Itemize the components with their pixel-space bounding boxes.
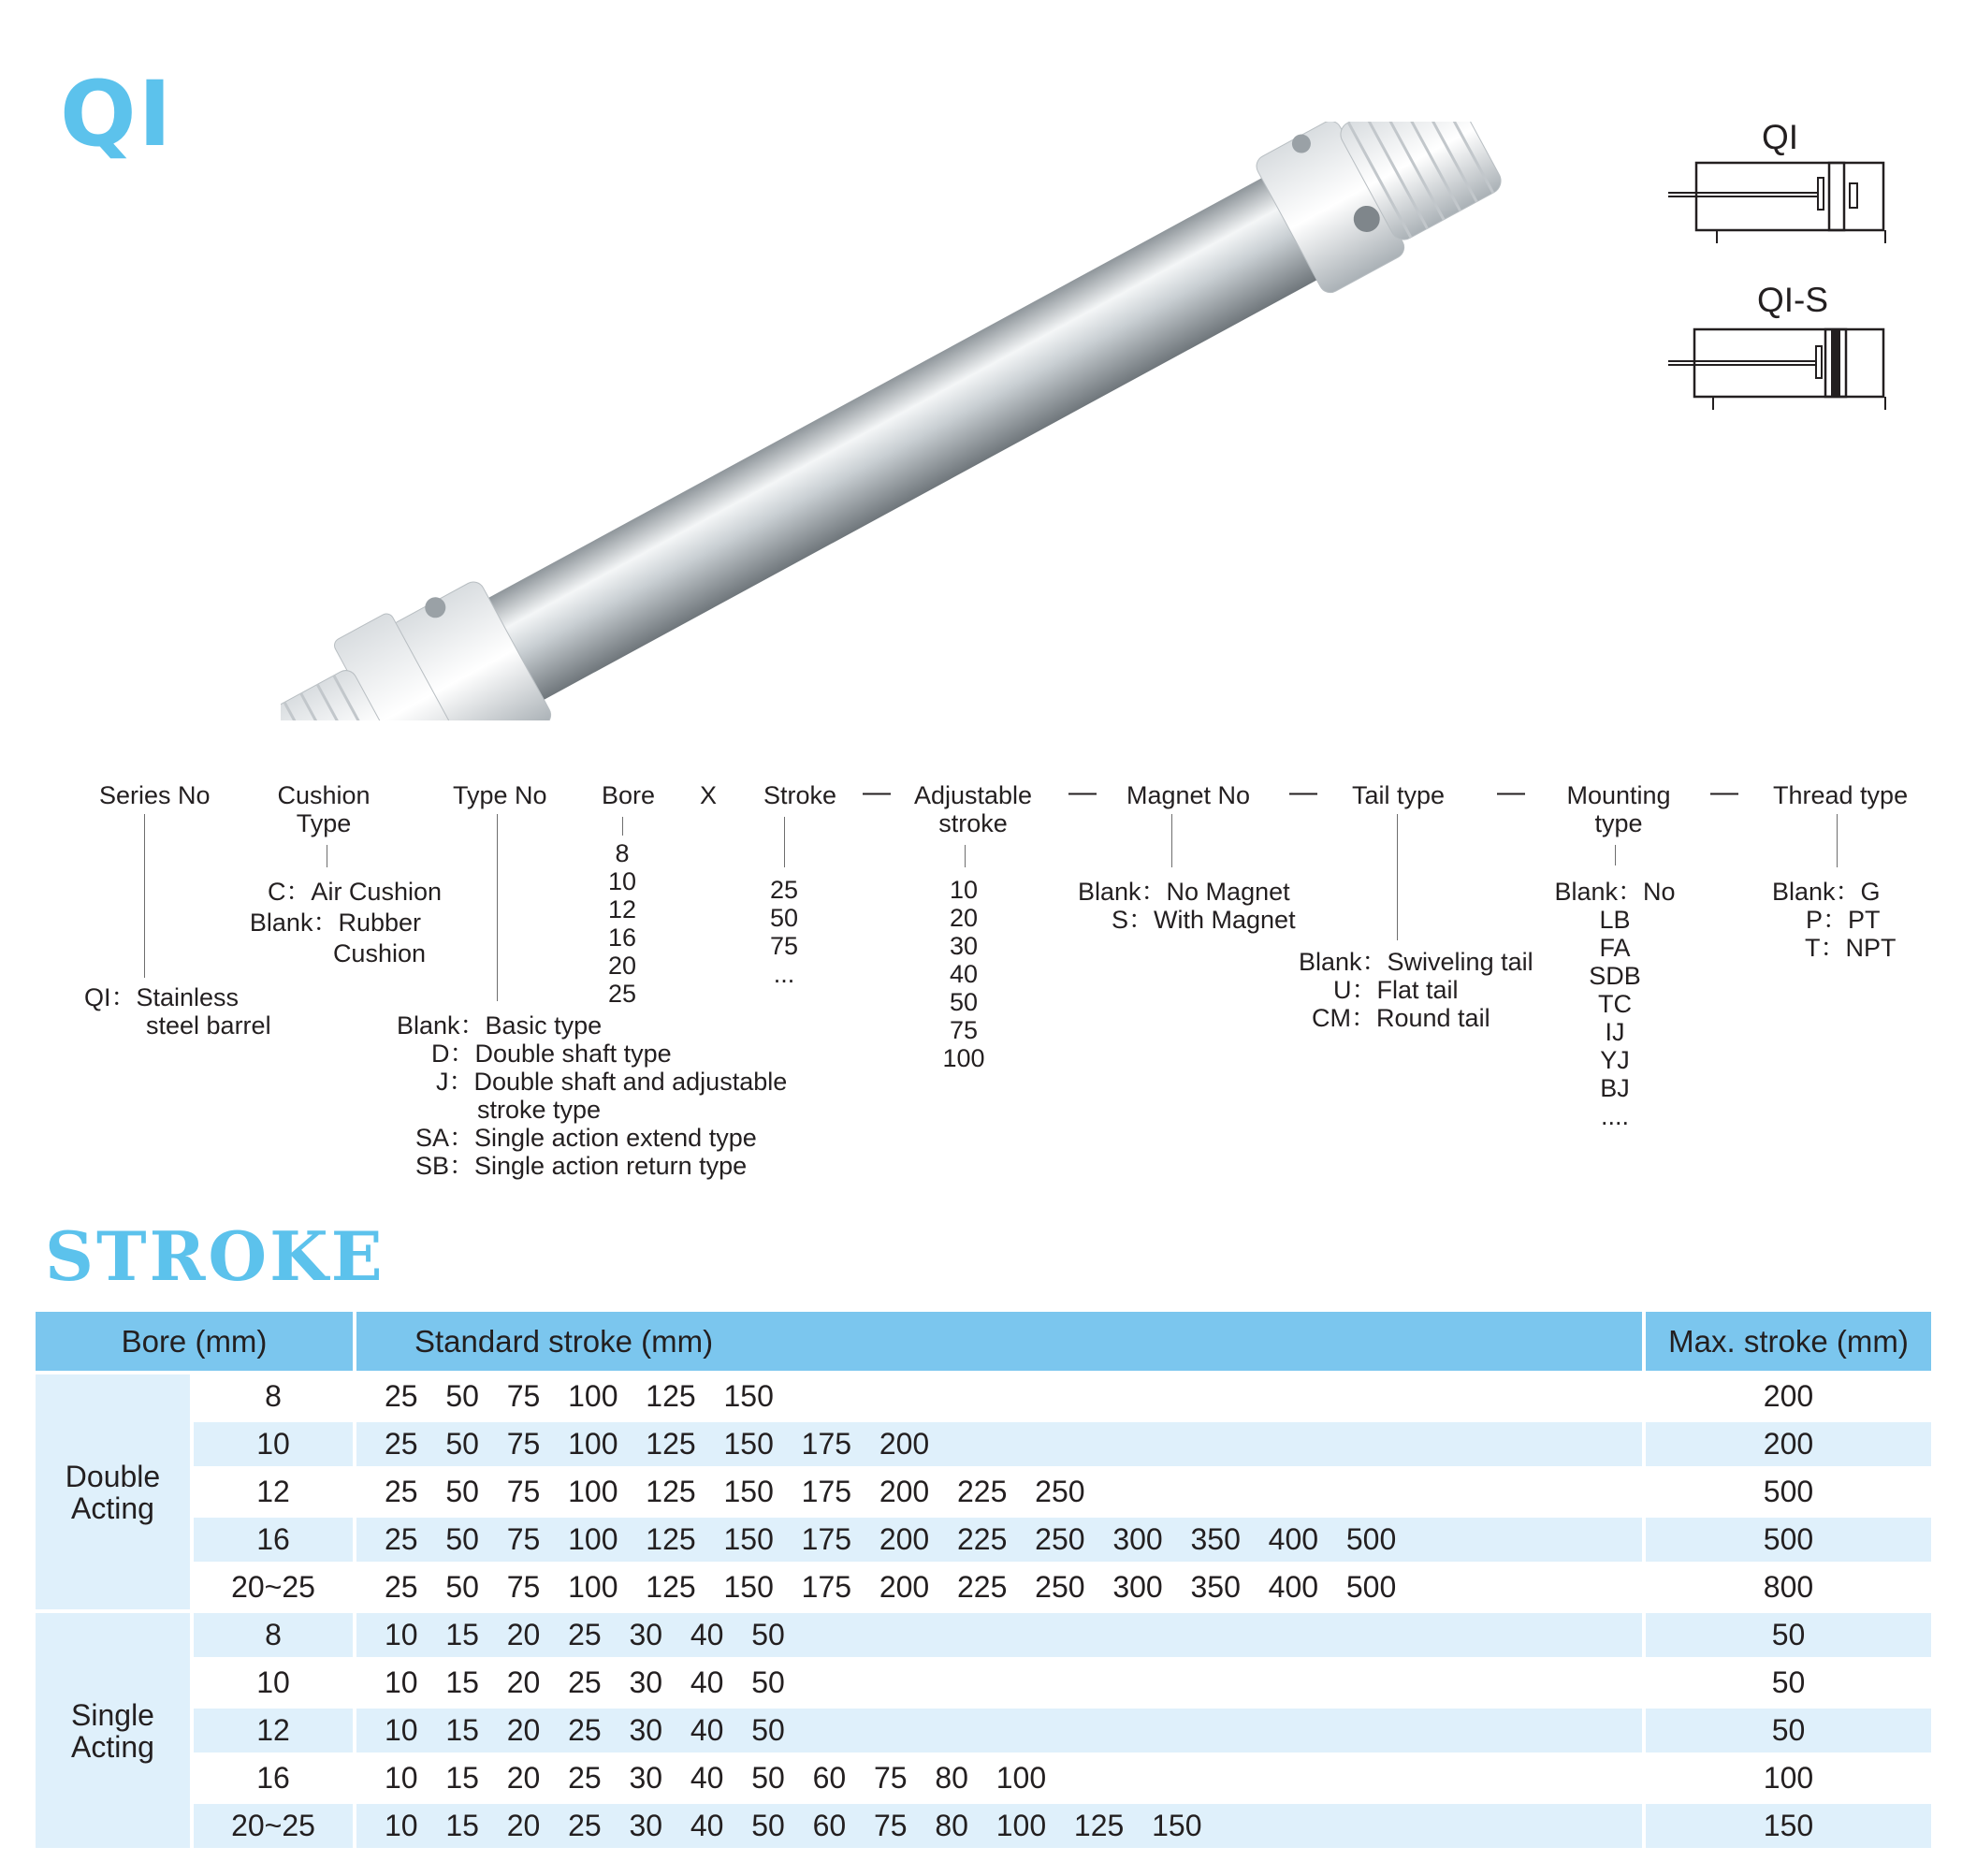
magnet-option-none: Blank：No Magnet bbox=[1078, 878, 1290, 906]
separator-dash: — bbox=[1289, 777, 1317, 807]
adjustable-value: 40 bbox=[949, 960, 979, 988]
tail-options bbox=[1299, 948, 1533, 1032]
standard-stroke-cell: 10 15 20 25 30 40 50 60 75 80 100 125 150 bbox=[356, 1804, 1642, 1848]
bore-value: 20 bbox=[607, 952, 637, 980]
mounting-value: IJ bbox=[1605, 1018, 1625, 1046]
max-stroke-cell: 150 bbox=[1646, 1804, 1931, 1848]
table-row bbox=[36, 1613, 1931, 1657]
stroke-section-title: STROKE bbox=[45, 1216, 385, 1296]
bore-values bbox=[589, 839, 655, 1008]
table-row bbox=[36, 1804, 1931, 1848]
qi-diagram-label: QI bbox=[1762, 118, 1799, 156]
bore-value: 12 bbox=[607, 895, 637, 923]
max-stroke-cell: 500 bbox=[1646, 1470, 1931, 1514]
header-x: X bbox=[700, 781, 718, 809]
connector-line bbox=[144, 814, 145, 978]
max-stroke-cell: 50 bbox=[1646, 1613, 1931, 1657]
qis-schematic-icon bbox=[1668, 326, 1893, 419]
type-option-basic: Blank：Basic type bbox=[397, 1011, 603, 1040]
connector-line bbox=[1615, 845, 1616, 865]
mounting-values bbox=[1549, 878, 1680, 1130]
adjustable-value: 10 bbox=[949, 876, 979, 904]
header-cushion-line1: Cushion bbox=[277, 781, 371, 809]
thread-options bbox=[1772, 878, 1897, 962]
thread-option-g: Blank：G bbox=[1772, 878, 1881, 906]
header-series-no: Series No bbox=[99, 781, 211, 809]
table-row bbox=[36, 1518, 1931, 1562]
magnet-options bbox=[1078, 878, 1296, 934]
max-stroke-cell: 200 bbox=[1646, 1422, 1931, 1466]
type-option-adjustable: J：Double shaft and adjustable bbox=[436, 1068, 788, 1096]
connector-line bbox=[1171, 814, 1172, 867]
table-row bbox=[36, 1661, 1931, 1705]
standard-stroke-cell: 10 15 20 25 30 40 50 bbox=[356, 1613, 1642, 1657]
group-single-acting: Single Acting bbox=[36, 1613, 190, 1848]
tail-option-flat: U：Flat tail bbox=[1333, 976, 1459, 1004]
standard-stroke-cell: 25 50 75 100 125 150 175 200 225 250 bbox=[356, 1470, 1642, 1514]
connector-line bbox=[497, 814, 498, 1001]
type-option-adjustable-line2: stroke type bbox=[477, 1096, 602, 1124]
max-stroke-cell: 200 bbox=[1646, 1374, 1931, 1418]
standard-stroke-cell: 10 15 20 25 30 40 50 bbox=[356, 1661, 1642, 1705]
header-bore: Bore bbox=[602, 781, 656, 809]
mounting-value: LB bbox=[1599, 906, 1631, 934]
header-cushion-type bbox=[258, 781, 389, 837]
thread-option-npt: T：NPT bbox=[1805, 934, 1897, 962]
thread-option-pt: P：PT bbox=[1806, 906, 1881, 934]
series-option-line2: steel barrel bbox=[146, 1011, 271, 1040]
adjustable-value: 75 bbox=[949, 1016, 979, 1044]
header-standard-stroke: Standard stroke (mm) bbox=[356, 1312, 1642, 1371]
cushion-option-rubber-line2: Cushion bbox=[332, 939, 426, 967]
table-row bbox=[36, 1756, 1931, 1800]
table-row bbox=[36, 1422, 1931, 1466]
header-type-no: Type No bbox=[453, 781, 547, 809]
cushion-option-air: C：Air Cushion bbox=[267, 878, 442, 906]
adjustable-values bbox=[926, 876, 1001, 1072]
mounting-value: YJ bbox=[1600, 1046, 1630, 1074]
connector-line bbox=[1837, 814, 1838, 867]
standard-stroke-cell: 10 15 20 25 30 40 50 bbox=[356, 1709, 1642, 1752]
bore-value: 8 bbox=[615, 839, 630, 867]
table-row bbox=[36, 1470, 1931, 1514]
type-options bbox=[397, 1011, 787, 1180]
type-option-single-extend: SA：Single action extend type bbox=[415, 1124, 757, 1152]
tail-option-round: CM：Round tail bbox=[1312, 1004, 1490, 1032]
cushion-option-rubber: Blank：Rubber bbox=[249, 909, 421, 937]
header-mounting-line2: type bbox=[1594, 809, 1643, 837]
max-stroke-cell: 50 bbox=[1646, 1661, 1931, 1705]
header-adjustable-line2: stroke bbox=[938, 809, 1008, 837]
bore-cell: 16 bbox=[194, 1518, 353, 1562]
product-title: QI bbox=[60, 62, 174, 167]
bore-cell: 20~25 bbox=[194, 1565, 353, 1609]
header-mounting-line1: Mounting bbox=[1566, 781, 1671, 809]
standard-stroke-cell: 25 50 75 100 125 150 175 200 225 250 300 350 400 500 bbox=[356, 1565, 1642, 1609]
stroke-values bbox=[751, 876, 817, 988]
mounting-value: SDB bbox=[1589, 962, 1641, 990]
stroke-value: 25 bbox=[769, 876, 799, 904]
standard-stroke-cell: 25 50 75 100 125 150 bbox=[356, 1374, 1642, 1418]
bore-cell: 10 bbox=[194, 1661, 353, 1705]
table-row bbox=[36, 1565, 1931, 1609]
bore-value: 25 bbox=[607, 980, 637, 1008]
standard-stroke-cell: 25 50 75 100 125 150 175 200 bbox=[356, 1422, 1642, 1466]
mounting-value: FA bbox=[1599, 934, 1631, 962]
qi-schematic-icon bbox=[1668, 157, 1893, 251]
connector-line bbox=[1397, 814, 1398, 940]
max-stroke-cell: 50 bbox=[1646, 1709, 1931, 1752]
bore-cell: 12 bbox=[194, 1709, 353, 1752]
group-double-acting: Double Acting bbox=[36, 1374, 190, 1609]
series-option-line1: QI：Stainless bbox=[84, 983, 240, 1011]
header-stroke: Stroke bbox=[763, 781, 837, 809]
header-adjustable-stroke bbox=[903, 781, 1043, 837]
bore-value: 16 bbox=[607, 923, 637, 952]
mounting-value: TC bbox=[1598, 990, 1632, 1018]
table-row bbox=[36, 1374, 1931, 1418]
header-cushion-line2: Type bbox=[296, 809, 352, 837]
bore-cell: 10 bbox=[194, 1422, 353, 1466]
adjustable-value: 50 bbox=[949, 988, 979, 1016]
qis-diagram-label: QI-S bbox=[1757, 281, 1829, 319]
separator-dash: — bbox=[1068, 777, 1097, 807]
bore-cell: 16 bbox=[194, 1756, 353, 1800]
header-adjustable-line1: Adjustable bbox=[913, 781, 1033, 809]
header-bore-mm: Bore (mm) bbox=[36, 1312, 353, 1371]
max-stroke-cell: 100 bbox=[1646, 1756, 1931, 1800]
header-tail-type: Tail type bbox=[1352, 781, 1446, 809]
series-option bbox=[84, 983, 271, 1040]
connector-line bbox=[784, 817, 785, 867]
max-stroke-cell: 800 bbox=[1646, 1565, 1931, 1609]
table-row bbox=[36, 1709, 1931, 1752]
mounting-value: BJ bbox=[1600, 1074, 1630, 1102]
cushion-options bbox=[234, 877, 440, 969]
connector-line bbox=[965, 845, 966, 867]
type-option-single-return: SB：Single action return type bbox=[415, 1152, 748, 1180]
type-option-double-shaft: D：Double shaft type bbox=[431, 1040, 672, 1068]
header-max-stroke: Max. stroke (mm) bbox=[1646, 1312, 1931, 1371]
connector-line bbox=[622, 817, 623, 836]
table-header-row bbox=[36, 1312, 1931, 1371]
header-thread-type: Thread type bbox=[1773, 781, 1909, 809]
separator-dash: — bbox=[1497, 777, 1525, 807]
standard-stroke-cell: 10 15 20 25 30 40 50 60 75 80 100 bbox=[356, 1756, 1642, 1800]
stroke-value: 75 bbox=[769, 932, 799, 960]
header-mounting-type bbox=[1548, 781, 1689, 837]
stroke-table bbox=[32, 1308, 1935, 1852]
bore-value: 10 bbox=[607, 867, 637, 895]
stroke-value: 50 bbox=[769, 904, 799, 932]
max-stroke-cell: 500 bbox=[1646, 1518, 1931, 1562]
cylinder-product-image bbox=[281, 122, 1591, 720]
separator-dash: — bbox=[1710, 777, 1738, 807]
adjustable-value: 20 bbox=[949, 904, 979, 932]
mounting-value: Blank：No bbox=[1554, 878, 1676, 906]
tail-option-swiveling: Blank：Swiveling tail bbox=[1299, 948, 1533, 976]
bore-cell: 12 bbox=[194, 1470, 353, 1514]
stroke-value: ... bbox=[773, 960, 795, 988]
adjustable-value: 100 bbox=[942, 1044, 985, 1072]
bore-cell: 8 bbox=[194, 1613, 353, 1657]
standard-stroke-cell: 25 50 75 100 125 150 175 200 225 250 300 350 400 500 bbox=[356, 1518, 1642, 1562]
bore-cell: 20~25 bbox=[194, 1804, 353, 1848]
header-magnet-no: Magnet No bbox=[1126, 781, 1251, 809]
magnet-option-with: S：With Magnet bbox=[1112, 906, 1296, 934]
mounting-value: .... bbox=[1600, 1102, 1629, 1130]
bore-cell: 8 bbox=[194, 1374, 353, 1418]
adjustable-value: 30 bbox=[949, 932, 979, 960]
separator-dash: — bbox=[863, 777, 891, 807]
